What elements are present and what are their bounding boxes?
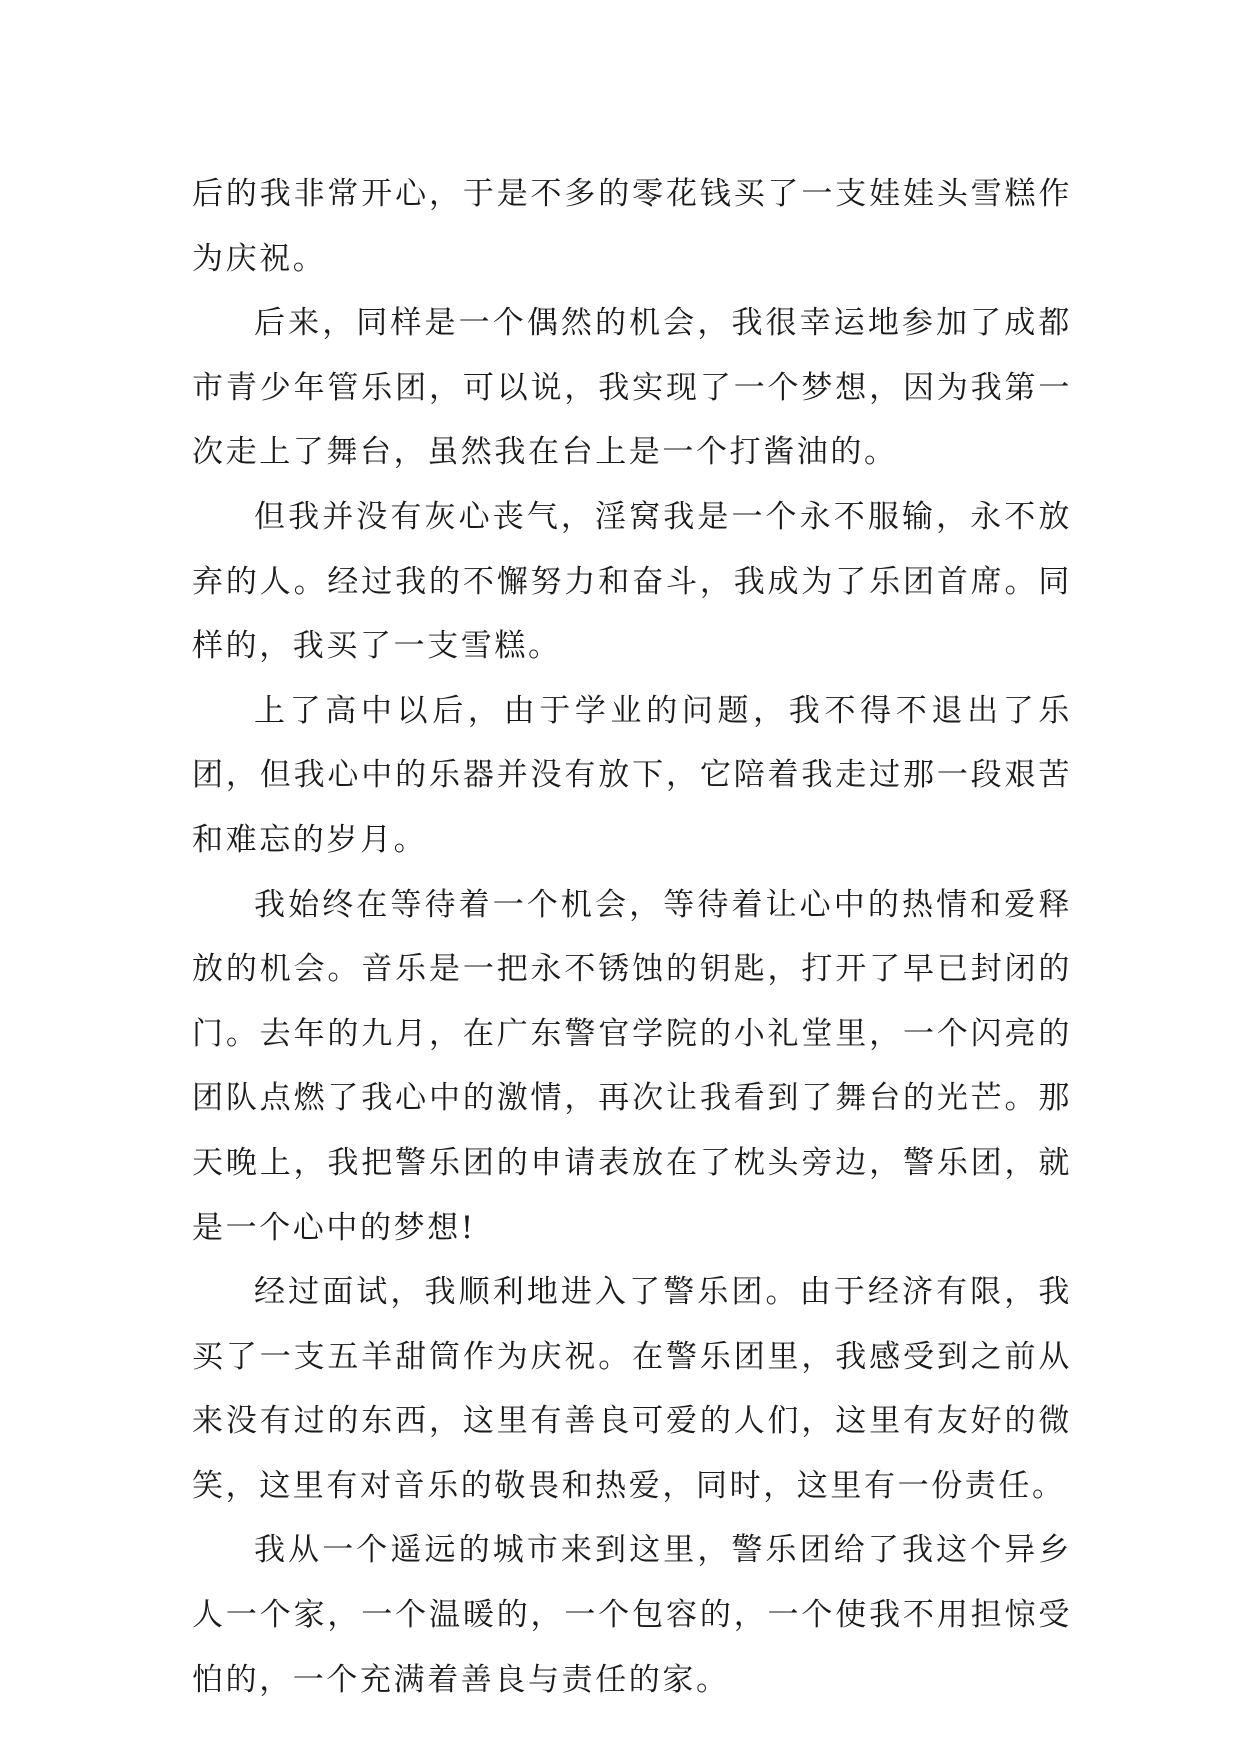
paragraph-7: 我从一个遥远的城市来到这里，警乐团给了我这个异乡人一个家，一个温暖的，一个包容的，一个使我不用担惊受怕的，一个充满着善良与责任的家。 <box>192 1532 1072 1698</box>
paragraph-1: 后的我非常开心，于是不多的零花钱买了一支娃娃头雪糕作为庆祝。 <box>192 176 1072 277</box>
paragraph-4: 上了高中以后，由于学业的问题，我不得不退出了乐团，但我心中的乐器并没有放下，它陪着我走过那一段艰苦和难忘的岁月。 <box>192 692 1072 858</box>
paragraph-6: 经过面试，我顺利地进入了警乐团。由于经济有限，我买了一支五羊甜筒作为庆祝。在警乐团里，我感受到之前从来没有过的东西，这里有善良可爱的人们，这里有友好的微笑，这里有对音乐的敬畏和热爱，同时，这里有一份责任。 <box>192 1274 1072 1504</box>
body-text <box>192 162 1072 1712</box>
paragraph-3: 但我并没有灰心丧气，淫窝我是一个永不服输，永不放弃的人。经过我的不懈努力和奋斗，我成为了乐团首席。同样的，我买了一支雪糕。 <box>192 498 1072 665</box>
paragraph-5: 我始终在等待着一个机会，等待着让心中的热情和爱释放的机会。音乐是一把永不锈蚀的钥匙，打开了早已封闭的门。去年的九月，在广东警官学院的小礼堂里，一个闪亮的团队点燃了我心中的激情，再次让我看到了舞台的光芒。那天晚上，我把警乐团的申请表放在了枕头旁边，警乐团，就是一个心中的梦想! <box>192 886 1072 1246</box>
paragraph-2: 后来，同样是一个偶然的机会，我很幸运地参加了成都市青少年管乐团，可以说，我实现了一个梦想，因为我第一次走上了舞台，虽然我在台上是一个打酱油的。 <box>192 305 1072 471</box>
